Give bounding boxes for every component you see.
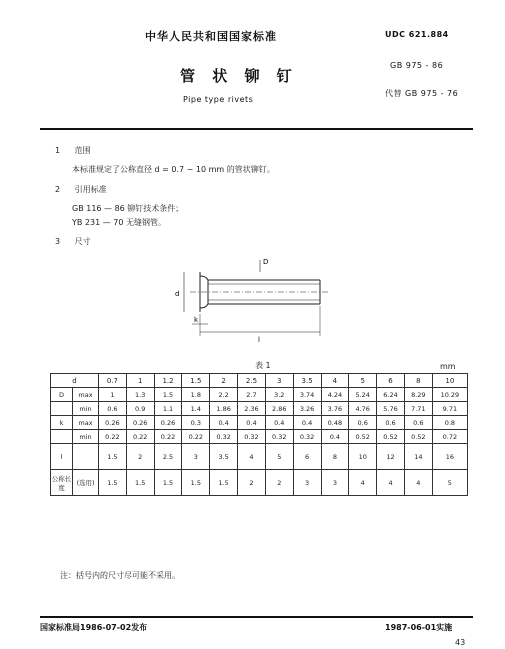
table-cell: 0.22 [154, 430, 182, 444]
table-row [51, 430, 468, 444]
table-cell: 3 [182, 444, 210, 470]
row-group-cell: k [51, 416, 73, 430]
table-cell: 2.5 [154, 444, 182, 470]
table-cell: 0.6 [349, 416, 377, 430]
table-cell: 0.32 [265, 430, 293, 444]
row-group-cell: 公称长度 [51, 470, 73, 496]
table-cell: 0.8 [432, 416, 467, 430]
section-number: 3 [55, 237, 61, 246]
table-row [51, 470, 468, 496]
table-cell: 0.3 [182, 416, 210, 430]
table-row [51, 402, 468, 416]
table-cell: 3.76 [321, 402, 349, 416]
table-cell: 0.6 [377, 416, 405, 430]
table-cell: 3 [293, 470, 321, 496]
table-cell: 1.5 [182, 470, 210, 496]
table-cell: 1.1 [154, 402, 182, 416]
table-cell: 2 [238, 470, 266, 496]
table-cell: 2.86 [265, 402, 293, 416]
dim-label-d: d [175, 290, 180, 298]
header-cell: 4 [321, 374, 349, 388]
table-cell: 1.8 [182, 388, 210, 402]
table-cell: 6.24 [377, 388, 405, 402]
table-cell: 1.86 [210, 402, 238, 416]
row-sub-cell: max [73, 416, 99, 430]
header-cell: 2 [210, 374, 238, 388]
table-cell: 4 [404, 470, 432, 496]
table-cell: 5.76 [377, 402, 405, 416]
table-row [51, 388, 468, 402]
header-cell: 10 [432, 374, 467, 388]
table-cell: 3.74 [293, 388, 321, 402]
header-cell: 6 [377, 374, 405, 388]
table-note: 注：括号内的尺寸尽可能不采用。 [60, 571, 180, 580]
table-cell: 10.29 [432, 388, 467, 402]
table-cell: 8 [321, 444, 349, 470]
table-cell: 3.2 [265, 388, 293, 402]
table-cell: 2 [126, 444, 154, 470]
table-cell: 0.26 [99, 416, 127, 430]
row-sub-cell: min [73, 430, 99, 444]
section-head: 尺寸 [74, 237, 91, 246]
header-cell: 2.5 [238, 374, 266, 388]
header-cell: 3.5 [293, 374, 321, 388]
header-cell: d [51, 374, 99, 388]
table-cell: 0.32 [293, 430, 321, 444]
section-1-text: 本标准规定了公称直径 d = 0.7 ~ 10 mm 的管状铆钉。 [72, 165, 275, 174]
table-cell: 0.32 [238, 430, 266, 444]
table-cell: 1.4 [182, 402, 210, 416]
table-cell: 7.71 [404, 402, 432, 416]
table-cell: 0.4 [210, 416, 238, 430]
replaces-standard: 代替 GB 975 - 76 [385, 89, 459, 98]
table-cell: 0.6 [99, 402, 127, 416]
table-cell: 0.22 [182, 430, 210, 444]
table-row [51, 444, 468, 470]
row-sub-cell: min [73, 402, 99, 416]
table-cell: 10 [349, 444, 377, 470]
header-cell: 5 [349, 374, 377, 388]
table-cell: 0.52 [349, 430, 377, 444]
table-cell: 8.29 [404, 388, 432, 402]
table-cell: 4 [349, 470, 377, 496]
document-title: 管 状 铆 钉 [180, 67, 298, 85]
table-cell: 1.5 [154, 470, 182, 496]
rivet-drawing [170, 252, 340, 347]
table-cell: 3.26 [293, 402, 321, 416]
table-cell: 0.4 [293, 416, 321, 430]
footer-rule [40, 616, 473, 618]
table-cell: 1.3 [126, 388, 154, 402]
table-header-row [51, 374, 468, 388]
row-sub-cell: (选用) [73, 470, 99, 496]
table-cell: 0.6 [404, 416, 432, 430]
table-cell: 1 [99, 388, 127, 402]
table-cell: 0.4 [265, 416, 293, 430]
dim-label-l: l [258, 336, 260, 344]
header-rule [40, 128, 473, 130]
table-cell: 0.22 [126, 430, 154, 444]
dim-label-k: k [194, 316, 199, 324]
table-caption: 表 1 [255, 361, 271, 370]
table-row [51, 416, 468, 430]
table-cell: 0.22 [99, 430, 127, 444]
dimension-table [50, 373, 468, 496]
section-2-line-2: YB 231 — 70 无缝钢管。 [72, 218, 166, 227]
table-cell: 6 [293, 444, 321, 470]
table-cell: 4 [238, 444, 266, 470]
header-cell: 3 [265, 374, 293, 388]
row-group-cell [51, 430, 73, 444]
section-2-heading [55, 184, 107, 195]
table-cell: 5.24 [349, 388, 377, 402]
table-cell: 16 [432, 444, 467, 470]
row-sub-cell [73, 444, 99, 470]
header-cell: 1 [126, 374, 154, 388]
table-cell: 12 [377, 444, 405, 470]
row-group-cell [51, 402, 73, 416]
section-head: 引用标准 [74, 185, 107, 194]
section-1-heading [55, 145, 91, 156]
document-subtitle: Pipe type rivets [183, 95, 254, 104]
table-cell: 14 [404, 444, 432, 470]
table-cell: 0.26 [154, 416, 182, 430]
section-2-line-1: GB 116 — 86 铆钉技术条件； [72, 204, 184, 213]
table-cell: 0.32 [210, 430, 238, 444]
header-cell: 0.7 [99, 374, 127, 388]
section-number: 2 [55, 185, 61, 194]
table-cell: 5 [265, 444, 293, 470]
table-cell: 3 [321, 470, 349, 496]
table-cell: 1.5 [99, 470, 127, 496]
table-cell: 4 [377, 470, 405, 496]
section-number: 1 [55, 146, 61, 155]
table-cell: 5 [432, 470, 467, 496]
table-cell: 0.9 [126, 402, 154, 416]
table-cell: 0.52 [377, 430, 405, 444]
udc-code: UDC 621.884 [385, 30, 449, 39]
table-cell: 9.71 [432, 402, 467, 416]
dim-label-D: D [263, 258, 269, 266]
issue-date: 国家标准局1986-07-02发布 [40, 623, 148, 632]
issuer-header: 中华人民共和国国家标准 [145, 30, 277, 43]
section-3-heading [55, 236, 91, 247]
table-cell: 1.5 [126, 470, 154, 496]
page-number: 43 [455, 638, 466, 647]
table-cell: 1.5 [154, 388, 182, 402]
table-cell: 0.72 [432, 430, 467, 444]
table-cell: 2.36 [238, 402, 266, 416]
section-head: 范围 [74, 146, 91, 155]
standard-number: GB 975 - 86 [390, 61, 444, 70]
row-sub-cell: max [73, 388, 99, 402]
table-unit: mm [440, 362, 456, 371]
table-cell: 2 [265, 470, 293, 496]
table-cell: 2.2 [210, 388, 238, 402]
effective-date: 1987-06-01实施 [385, 623, 453, 632]
table-cell: 0.4 [238, 416, 266, 430]
table-cell: 3.5 [210, 444, 238, 470]
table-cell: 1.5 [99, 444, 127, 470]
table-cell: 4.76 [349, 402, 377, 416]
header-cell: 1.5 [182, 374, 210, 388]
row-group-cell: D [51, 388, 73, 402]
header-cell: 1.2 [154, 374, 182, 388]
table-cell: 0.52 [404, 430, 432, 444]
table-cell: 2.7 [238, 388, 266, 402]
table-cell: 4.24 [321, 388, 349, 402]
table-cell: 0.48 [321, 416, 349, 430]
header-cell: 8 [404, 374, 432, 388]
row-group-cell: l [51, 444, 73, 470]
table-cell: 1.5 [210, 470, 238, 496]
table-cell: 0.4 [321, 430, 349, 444]
table-cell: 0.26 [126, 416, 154, 430]
